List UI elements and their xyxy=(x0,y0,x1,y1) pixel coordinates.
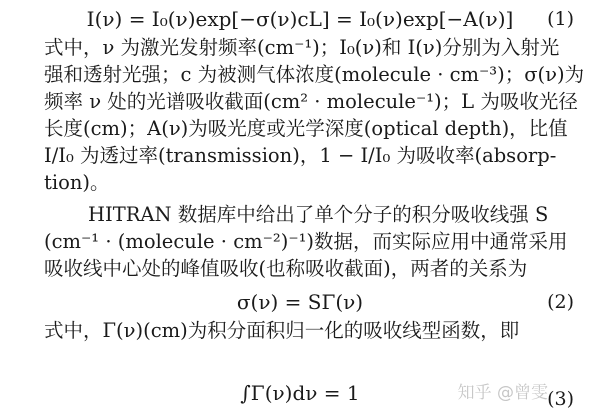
paragraph-1-line-5: I/I₀ 为透过率(transmission)，1 − I/I₀ 为吸收率(absorp- xyxy=(44,144,557,167)
equation-3: ∫Γ(ν)dν = 1 xyxy=(240,381,360,405)
equation-number-2: (2) xyxy=(547,291,574,313)
equation-number-1: (1) xyxy=(547,8,574,30)
equation-number-3: (3) xyxy=(547,388,574,410)
paragraph-3-line-1: 式中，Γ(ν)(cm)为积分面积归一化的吸收线型函数，即 xyxy=(44,319,520,342)
paragraph-1-line-3: 频率 ν 处的光谱吸收截面(cm² · molecule⁻¹)；L 为吸收光径 xyxy=(44,90,578,113)
paragraph-2-line-3: 吸收线中心处的峰值吸收(也称吸收截面)，两者的关系为 xyxy=(44,257,528,280)
paragraph-1-line-1: 式中，ν 为激光发射频率(cm⁻¹)；I₀(ν)和 I(ν)分别为入射光 xyxy=(44,36,560,59)
paragraph-1-line-6: tion)。 xyxy=(44,171,110,194)
paragraph-2-line-2: (cm⁻¹ · (molecule · cm⁻²)⁻¹)数据，而实际应用中通常采用 xyxy=(44,230,568,253)
paragraph-1-line-2: 强和透射光强；c 为被测气体浓度(molecule · cm⁻³)；σ(ν)为 xyxy=(44,63,585,86)
paragraph-1-line-4: 长度(cm)；A(ν)为吸光度或光学深度(optical depth)，比值 xyxy=(44,117,568,140)
equation-2: σ(ν) = SΓ(ν) xyxy=(236,290,364,314)
watermark: 知乎 @曾雯 xyxy=(457,383,548,403)
equation-1: I(ν) = I₀(ν)exp[−σ(ν)cL] = I₀(ν)exp[−A(ν)] xyxy=(86,7,514,31)
paragraph-2-line-1: HITRAN 数据库中给出了单个分子的积分吸收线强 S xyxy=(88,203,549,226)
